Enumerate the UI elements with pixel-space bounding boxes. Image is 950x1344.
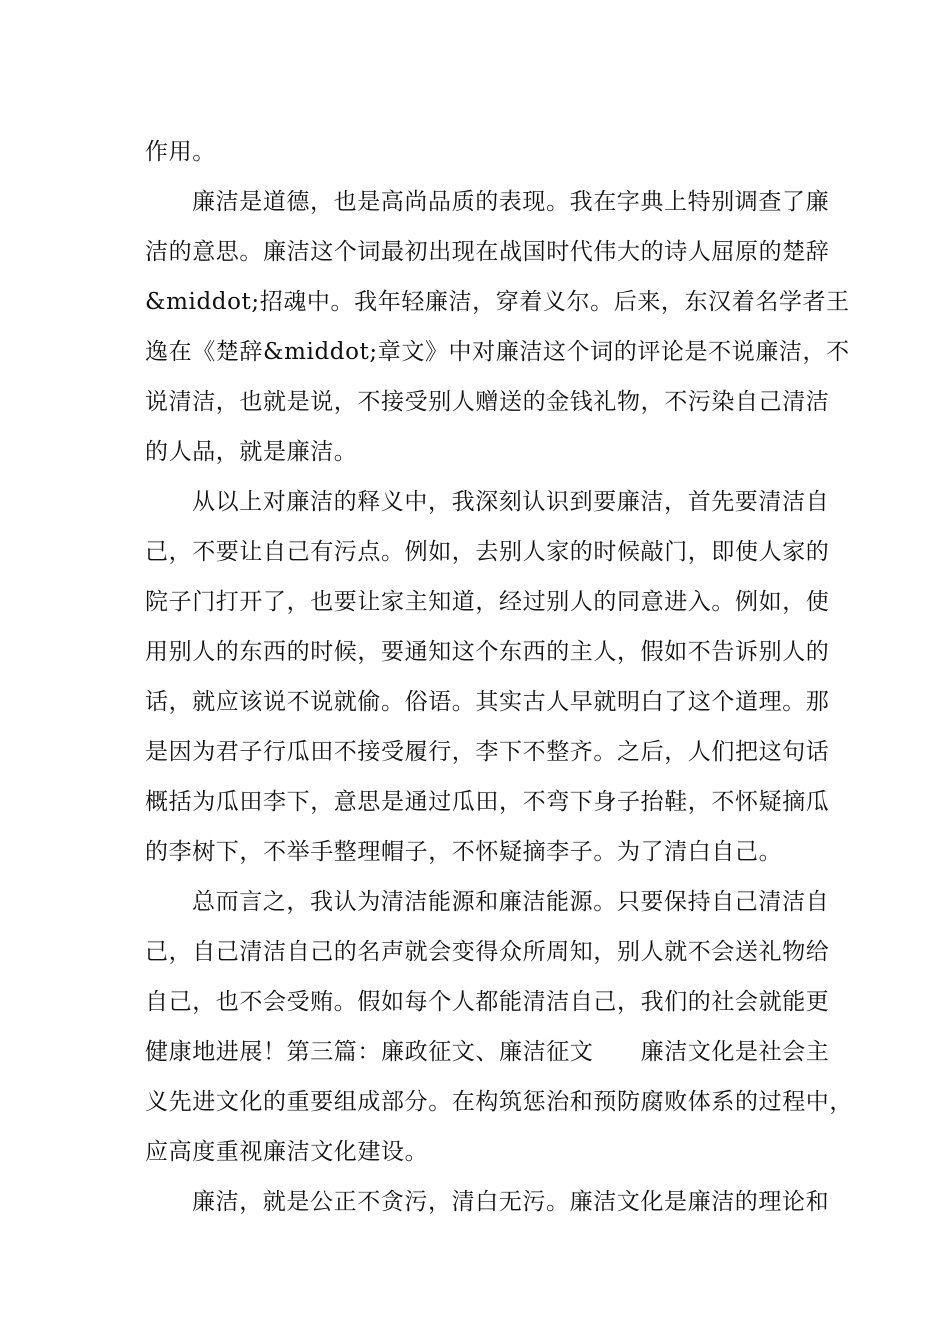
text-line: 应高度重视廉洁文化建设。: [145, 1139, 429, 1165]
text-line: 用别人的东西的时候，要通知这个东西的主人，假如不告诉别人的: [145, 639, 830, 665]
text-line: &middot;招魂中。我年轻廉洁，穿着义尔。后来，东汉着名学者王: [145, 289, 850, 315]
text-line: 从以上对廉洁的释义中，我深刻认识到要廉洁，首先要清洁自: [192, 489, 830, 515]
text-line: 说清洁，也就是说，不接受别人赠送的金钱礼物，不污染自己清洁: [145, 389, 830, 415]
text-line: 洁的意思。廉洁这个词最初出现在战国时代伟大的诗人屈原的楚辞: [145, 239, 830, 265]
text-line: 义先进文化的重要组成部分。在构筑惩治和预防腐败体系的过程中，: [145, 1089, 853, 1115]
text-line: 的人品，就是廉洁。: [145, 439, 358, 465]
text-line: 总而言之，我认为清洁能源和廉洁能源。只要保持自己清洁自: [192, 889, 830, 915]
text-line: 的李树下，不举手整理帽子，不怀疑摘李子。为了清白自己。: [145, 839, 783, 865]
text-line: 院子门打开了，也要让家主知道，经过别人的同意进入。例如，使: [145, 589, 830, 615]
text-line: 己，自己清洁自己的名声就会变得众所周知，别人就不会送礼物给: [145, 939, 830, 965]
text-line: 己，不要让自己有污点。例如，去别人家的时候敲门，即使人家的: [145, 539, 830, 565]
text-line: 是因为君子行瓜田不接受履行，李下不整齐。之后，人们把这句话: [145, 739, 830, 765]
text-line: 概括为瓜田李下，意思是通过瓜田，不弯下身子抬鞋，不怀疑摘瓜: [145, 789, 830, 815]
text-line: 自己，也不会受贿。假如每个人都能清洁自己，我们的社会就能更: [145, 989, 830, 1015]
text-line: 健康地进展！第三篇：廉政征文、廉洁征文 廉洁文化是社会主: [145, 1039, 830, 1065]
text-line: 作用。: [145, 139, 216, 165]
text-line: 廉洁，就是公正不贪污，清白无污。廉洁文化是廉洁的理论和: [192, 1189, 830, 1215]
text-line: 逸在《楚辞&middot;章文》中对廉洁这个词的评论是不说廉洁，不: [145, 339, 850, 365]
text-line: 话，就应该说不说就偷。俗语。其实古人早就明白了这个道理。那: [145, 689, 830, 715]
text-line: 廉洁是道德，也是高尚品质的表现。我在字典上特别调查了廉: [192, 189, 830, 215]
